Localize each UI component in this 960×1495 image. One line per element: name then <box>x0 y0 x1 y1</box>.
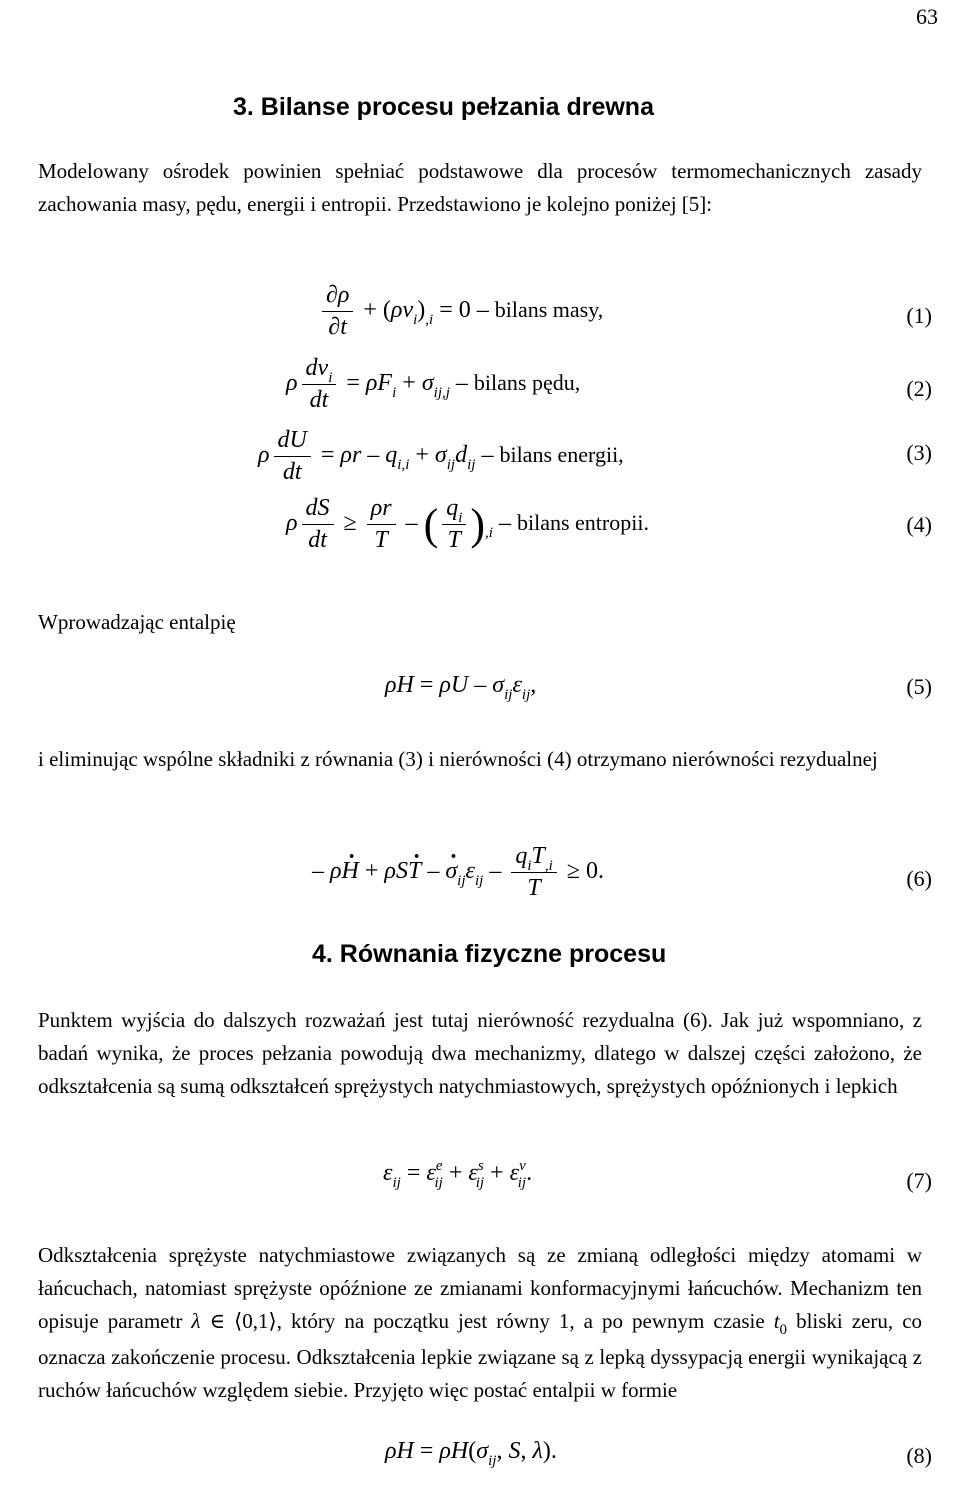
equation-6: – ρH · + ρST · – $\sigma \cdot_{ij}\varepsilon_{ij}$ – $\frac{q_iT_{,i}}{T}$ ≥ 0. <box>312 843 604 902</box>
section-4-paragraph-2: Odkształcenia sprężyste natychmiastowe związanych są ze zmianą odległości między atomami w łańcuchach, natomiast sprężyste opóźnione ze zmianami konformacyjnymi łańcuchów. Mechanizm ten opisuje parametr λ ∈ ⟨0,1⟩, który na początku jest równy 1, a po pewnym czasie $t_0$ bliski zeru, co oznacza zakończenie procesu. Odkształcenia lepkie związane są z lepką dyssypacją energii wynikającą z ruchów łańcuchów względem siebie. Przyjęto więc postać entalpii w formie <box>38 1243 923 1402</box>
eq1-label: bilans masy, <box>494 297 604 323</box>
paragraph-2-start: Odkształcenia sprężyste natychmiastowe związanych są ze zmianą odległości między atomami w łańcuchach, natomiast sprężyste opóźnione ze zmianami konformacyjnymi <box>38 1243 922 1300</box>
eq2-label: bilans pędu, <box>473 370 581 396</box>
section-3-intro: Modelowany ośrodek powinien spełniać podstawowe dla procesów termomechanicznych zasady zachowania masy, pędu, energii i entropii. Przedstawiono je kolejno poniżej [5]: <box>38 159 922 216</box>
section-4-paragraph-1: Punktem wyjścia do dalszych rozważań jest tutaj nierówność rezydualna (6). Jak już wspomniano, z badań wynika, że proces pełzania powodują dwa mechanizmy, dlatego w dalszej części założono, że odkształcenia są sumą odkształceń sprężystych natychmiastowych, sprężystych opóźnionych i lepkich <box>38 1008 922 1098</box>
section-3-heading: 3. Bilanse procesu pełzania drewna <box>233 93 654 121</box>
equation-3: ρ $\frac{dU}{dt}$ = $\rho r - q_{i,i} + \sigma_{ij}d_{ij}$ – bilans energii, <box>258 427 624 485</box>
equation-5: $\rho H = \rho U - \sigma_{ij}\varepsilon_{ij}$, <box>385 672 537 703</box>
equation-number-8: (8) <box>906 1443 932 1468</box>
equation-7: $\varepsilon_{ij} = \varepsilon^e_{ij} + \varepsilon^s_{ij} + \varepsilon^v_{ij}$. <box>383 1158 533 1191</box>
equation-number-4: (4) <box>906 512 932 537</box>
equation-8: $\rho H = \rho H(\sigma_{ij}$, S, λ). <box>385 1438 557 1469</box>
equation-1: $\frac{\partial\rho}{\partial t}$ + $(\rho v_i)_{,i} = 0$ – bilans masy, <box>318 282 603 341</box>
equation-number-5: (5) <box>906 674 932 699</box>
elimination-text: i eliminując wspólne składniki z równania (3) i nierówności (4) otrzymano nierówności rezydualnej <box>38 747 878 771</box>
equation-2: ρ $\frac{dv_i}{dt}$ = $\rho F_i + \sigma_{ij,j}$ – bilans pędu, <box>286 355 581 413</box>
equation-number-3: (3) <box>906 440 932 465</box>
eq3-label: bilans energii, <box>499 442 624 468</box>
equation-number-2: (2) <box>906 376 932 401</box>
eq4-label: bilans entropii. <box>516 510 649 536</box>
equation-number-1: (1) <box>906 303 932 328</box>
equation-4: ρ $\frac{dS}{dt}$ ≥ $\frac{\rho r}{T}$ – ( $\frac{q_i}{T}$ )$_{,i}$ – bilans entropii. <box>286 495 649 553</box>
equation-number-6: (6) <box>906 866 932 891</box>
paragraph-2-after-t0: bliski zeru, co oznacza zakończenie procesu. Odkształcenia lepkie związane są z lepką dyssypacją energii wynikającą z ruchów łańcuchów względem siebie. Przyjęto więc postać entalpii w formie <box>38 1309 923 1402</box>
enthalpy-intro: Wprowadzając entalpię <box>38 610 236 634</box>
paragraph-2-before-lambda: łańcuchów. Mechanizm ten opisuje parametr <box>38 1276 922 1333</box>
page-number: 63 <box>916 4 938 29</box>
section-4-heading: 4. Równania fizyczne procesu <box>312 940 667 968</box>
paragraph-2-after-lambda: , który na początku jest równy 1, a po pewnym czasie <box>276 1309 765 1333</box>
equation-number-7: (7) <box>906 1168 932 1193</box>
